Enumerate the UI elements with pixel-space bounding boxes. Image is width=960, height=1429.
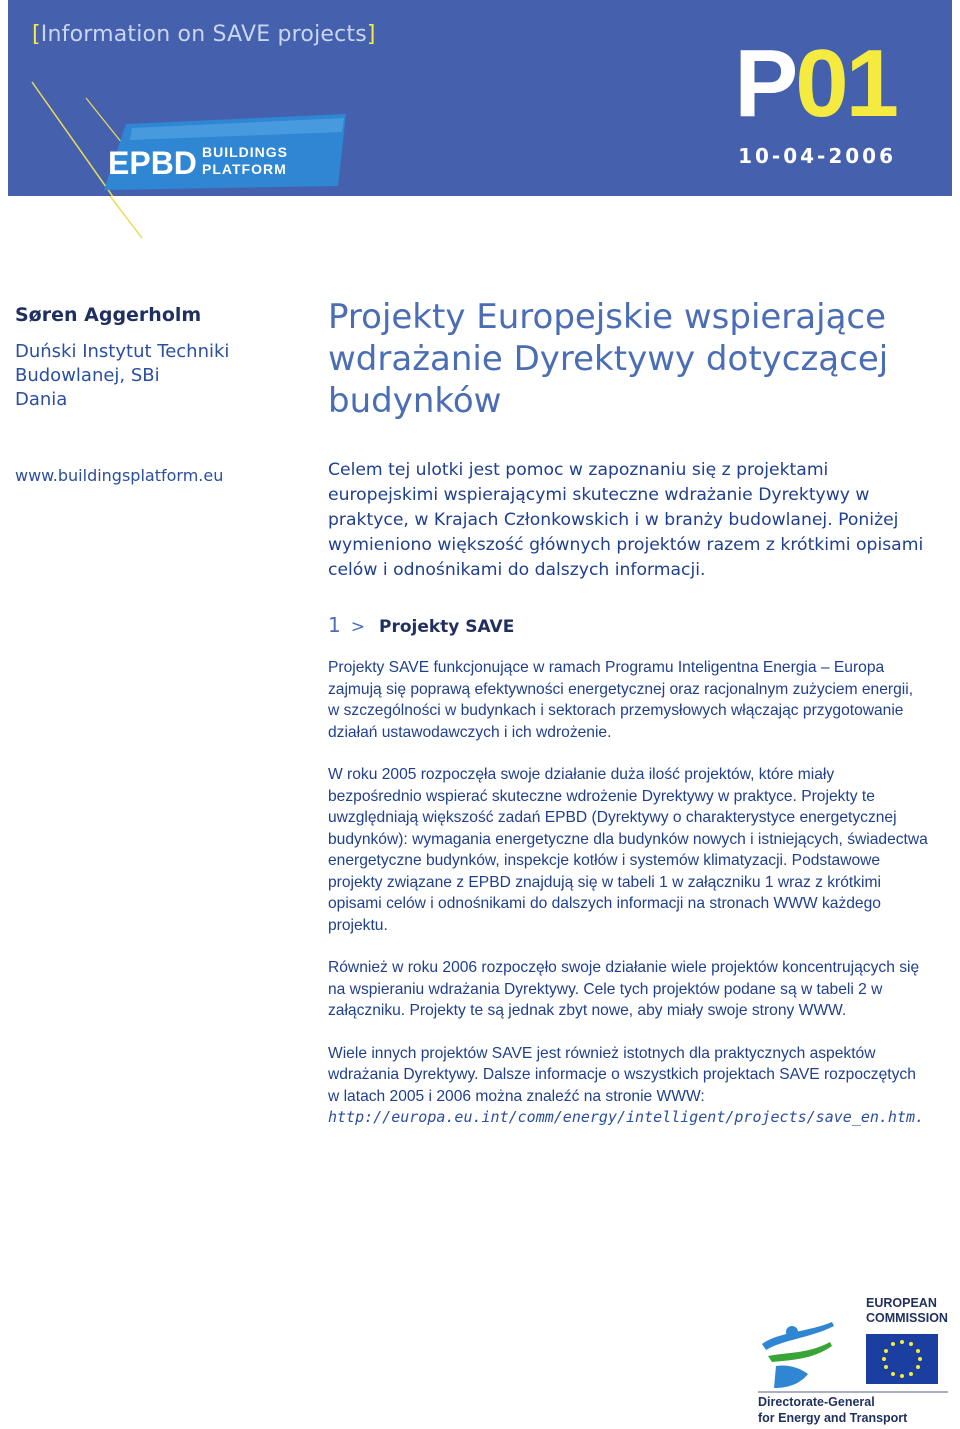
document-code: P01: [734, 30, 896, 137]
document-date: 10-04-2006: [738, 144, 896, 168]
body-paragraph-2: W roku 2005 rozpoczęła swoje działanie duża ilość projektów, które miały bezpośrednio wspierać skuteczne wdrożenie Dyrektywy w praktyce. Projekty te uwzględniają większość zadań EPBD (Dyrektywy o charakterystyce energetycznej budynków): wymagania energetyczne dla budynków nowych i istniejących, świadectwa energetyczne budynków, inspekcje kotłów i systemów klimatyzacji. Podstawowe projekty związane z EPBD znajdują się w tabeli 1 w załączniku 1 wraz z krótkimi opisami celów i odnośnikami do dalszych informacji na stronach WWW każdego projektu.: [328, 766, 928, 934]
logo-buildings-text: BUILDINGS: [202, 144, 288, 160]
logo-epbd-text: EPBD: [108, 145, 197, 181]
author-block: [15, 304, 295, 412]
body-paragraph-1: Projekty SAVE funkcjonujące w ramach Programu Inteligentna Energia – Europa zajmują się poprawą efektywności energetycznej oraz racjonalnym zużyciem energii, w szczególności w budynkach i sektorach przemysłowych włączając przygotowanie działań ustawodawczych i ich wdrożenie.: [328, 659, 914, 741]
logo-platform-text: PLATFORM: [202, 161, 287, 177]
intro-paragraph: Celem tej ulotki jest pomoc w zapoznaniu się z projektami europejskimi wspierającymi skuteczne wdrażanie Dyrektywy w praktyce, w Krajach Członkowskich i w branży budowlanej. Poniżej wymieniono większość głównych projektów razem z krótkimi opisami celów i odnośnikami do dalszych informacji.: [328, 460, 924, 580]
series-tag: [Information on SAVE projects]: [32, 22, 376, 47]
decor-line-tail: [0, 196, 160, 246]
body-paragraph-4: Wiele innych projektów SAVE jest również istotnych dla praktycznych aspektów wdrażania Dyrektywy. Dalsze informacje o wszystkich projektach SAVE rozpoczętych w latach 2005 i 2006 można znaleźć na stronie WWW: http://europa.eu.int/comm/energy/intelligent/projects/save_en.htm.: [328, 1043, 928, 1129]
author-country: Dania: [15, 389, 68, 410]
section-number: 1: [328, 613, 341, 637]
author-org-line1: Duński Instytut Techniki: [15, 341, 230, 362]
series-tag-text: Information on SAVE projects: [40, 22, 367, 47]
page-title: Projekty Europejskie wspierające wdrażanie Dyrektywy dotyczącej budynków: [328, 297, 889, 421]
main-content: [328, 296, 928, 1129]
epbd-logo: [8, 0, 428, 196]
author-name: Søren Aggerholm: [15, 304, 202, 326]
section-arrow: >: [350, 617, 365, 637]
logo-figure: [774, 1365, 808, 1388]
body-paragraph-3: Również w roku 2006 rozpoczęło swoje działanie wiele projektów koncentrujących się na wspieraniu wdrażania Dyrektywy. Cele tych projektów podane są w tabeli 2 w załączniku. Projekty te są jednak zbyt nowe, aby miały swoje strony WWW.: [328, 959, 920, 1019]
website-link[interactable]: www.buildingsplatform.eu: [15, 466, 224, 485]
save-projects-link[interactable]: http://europa.eu.int/comm/energy/intelligent/projects/save_en.htm.: [328, 1108, 925, 1126]
dg-name: Directorate-General for Energy and Transport: [758, 1395, 908, 1425]
logo-head: [786, 1326, 798, 1338]
header-banner: [8, 0, 952, 196]
section-heading: [328, 613, 928, 637]
author-org-line2: Budowlanej, SBi: [15, 365, 160, 386]
decor-line-2: [86, 98, 126, 148]
section-title: Projekty SAVE: [378, 617, 515, 637]
logo-swoosh-green: [768, 1342, 832, 1362]
ec-name: EUROPEAN COMMISSION: [866, 1296, 948, 1325]
